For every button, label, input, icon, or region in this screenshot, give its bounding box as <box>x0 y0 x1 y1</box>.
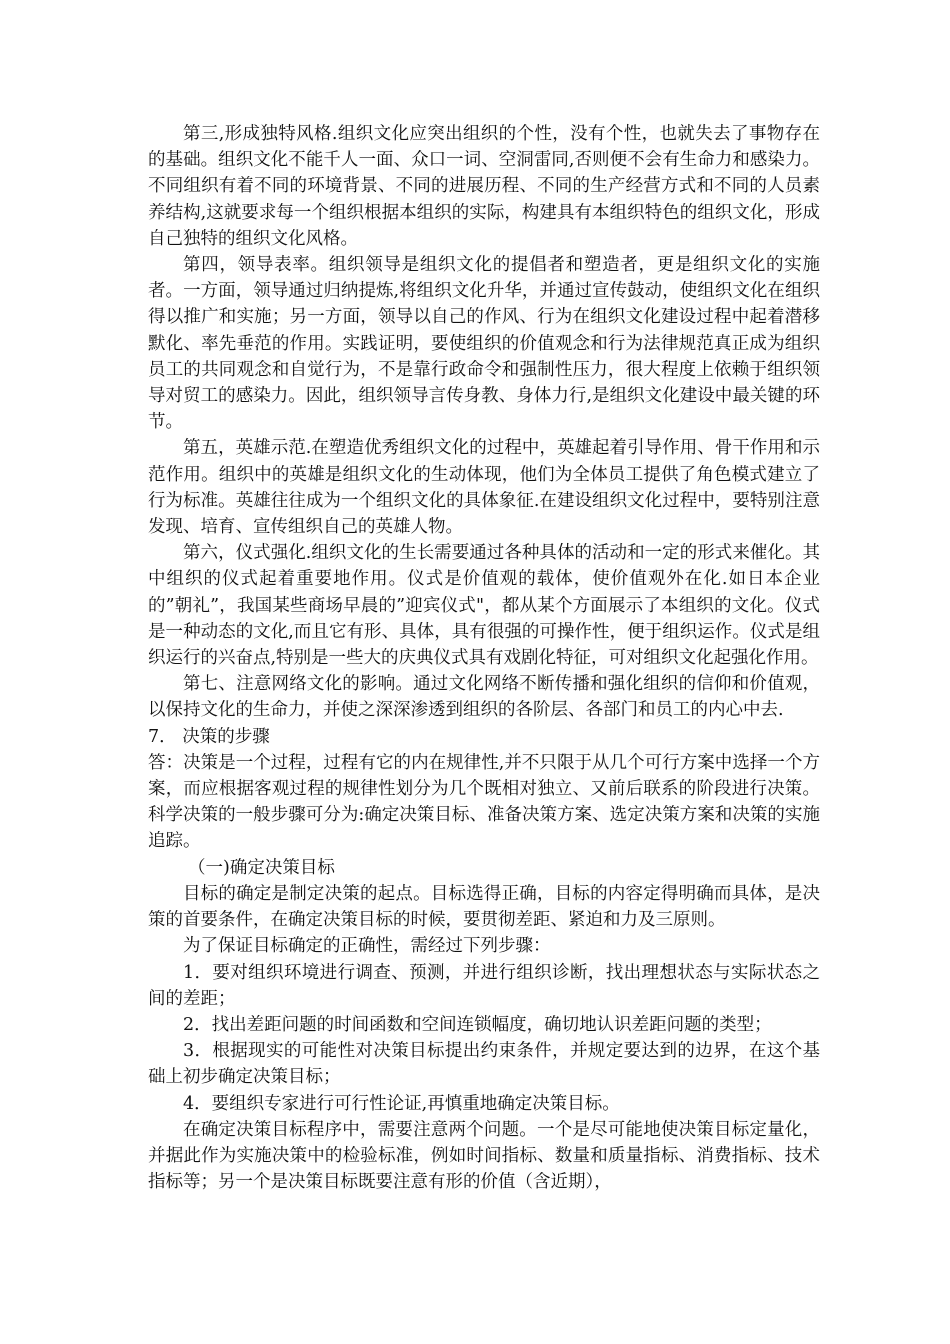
paragraph-goal-steps-intro: 为了保证目标确定的正确性，需经过下列步骤： <box>183 936 551 957</box>
document-body <box>148 121 820 1195</box>
list-item-step-4: 4．要组织专家进行可行性论证,再慎重地确定决策目标。 <box>183 1093 620 1114</box>
paragraph-two-issues: 在确定决策目标程序中，需要注意两个问题。一个是尽可能地使决策目标定量化，并据此作为实施决策中的检验标准，例如时间指标、数量和质量指标、消费指标、技术指标等；另一个是决策目标既要注意有形的价值（含近期）， <box>148 1119 820 1193</box>
list-item-step-1: 1．要对组织环境进行调查、预测，并进行组织诊断，找出理想状态与实际状态之间的差距； <box>148 962 820 1009</box>
section-heading-decision-steps: 7． 决策的步骤 <box>148 726 270 747</box>
subheading-determine-goal: （一)确定决策目标 <box>188 857 335 878</box>
paragraph-goal-starting-point: 目标的确定是制定决策的起点。目标选得正确，目标的内容定得明确而具体，是决策的首要条件，在确定决策目标的时候，要贯彻差距、紧迫和力及三原则。 <box>148 883 820 931</box>
paragraph-answer-decision-process: 答：决策是一个过程，过程有它的内在规律性,并不只限于从几个可行方案中选择一个方案，而应根据客观过程的规律性划分为几个既相对独立、又前后联系的阶段进行决策。科学决策的一般步骤可分为:确定决策目标、准备决策方案、选定决策方案和决策的实施追踪。 <box>148 752 820 852</box>
list-item-step-3: 3．根据现实的可能性对决策目标提出约束条件，并规定要达到的边界，在这个基础上初步确定决策目标； <box>148 1041 820 1088</box>
paragraph-fifth-hero-example: 第五，英雄示范.在塑造优秀组织文化的过程中，英雄起着引导作用、骨干作用和示范作用。组织中的英雄是组织文化的生动体现，他们为全体员工提供了角色模式建立了行为标准。英雄往往成为一个组织文化的具体象征.在建设组织文化过程中，要特别注意发现、培育、宣传组织自己的英雄人物。 <box>148 438 820 538</box>
paragraph-seventh-network-culture: 第七、注意网络文化的影响。通过文化网络不断传播和强化组织的信仰和价值观，以保持文化的生命力，并使之深深渗透到组织的各阶层、各部门和员工的内心中去. <box>148 674 820 721</box>
list-item-step-2: 2．找出差距问题的时间函数和空间连锁幅度，确切地认识差距问题的类型； <box>183 1014 772 1035</box>
paragraph-sixth-ritual: 第六，仪式强化.组织文化的生长需要通过各种具体的活动和一定的形式来催化。其中组织的仪式起着重要地作用。仪式是价值观的载体，使价值观外在化.如日本企业的”朝礼”，我国某些商场早晨的”迎宾仪式"，都从某个方面展示了本组织的文化。仪式是一种动态的文化,而且它有形、具体，具有很强的可操作性，便于组织运作。仪式是组织运行的兴奋点,特别是一些大的庆典仪式具有戏剧化特征，可对组织文化起强化作用。 <box>148 543 820 669</box>
paragraph-fourth-leadership: 第四，领导表率。组织领导是组织文化的提倡者和塑造者，更是组织文化的实施者。一方面，领导通过归纳提炼,将组织文化升华，并通过宣传鼓动，使组织文化在组织得以推广和实施；另一方面，领导以自己的作风、行为在组织文化建设过程中起着潜移默化、率先垂范的作用。实践证明，要使组织的价值观念和行为法律规范真正成为组织员工的共同观念和自觉行为，不是靠行政命令和强制性压力，很大程度上依赖于组织领导对贸工的感染力。因此，组织领导言传身教、身体力行,是组织文化建设中最关键的环节。 <box>148 255 820 433</box>
paragraph-third-distinct-style: 第三,形成独特风格.组织文化应突出组织的个性，没有个性，也就失去了事物存在的基础。组织文化不能千人一面、众口一词、空洞雷同,否则便不会有生命力和感染力。不同组织有着不同的环境背景、不同的进展历程、不同的生产经营方式和不同的人员素养结构,这就要求每一个组织根据本组织的实际，构建具有本组织特色的组织文化，形成自己独特的组织文化风格。 <box>148 124 820 249</box>
